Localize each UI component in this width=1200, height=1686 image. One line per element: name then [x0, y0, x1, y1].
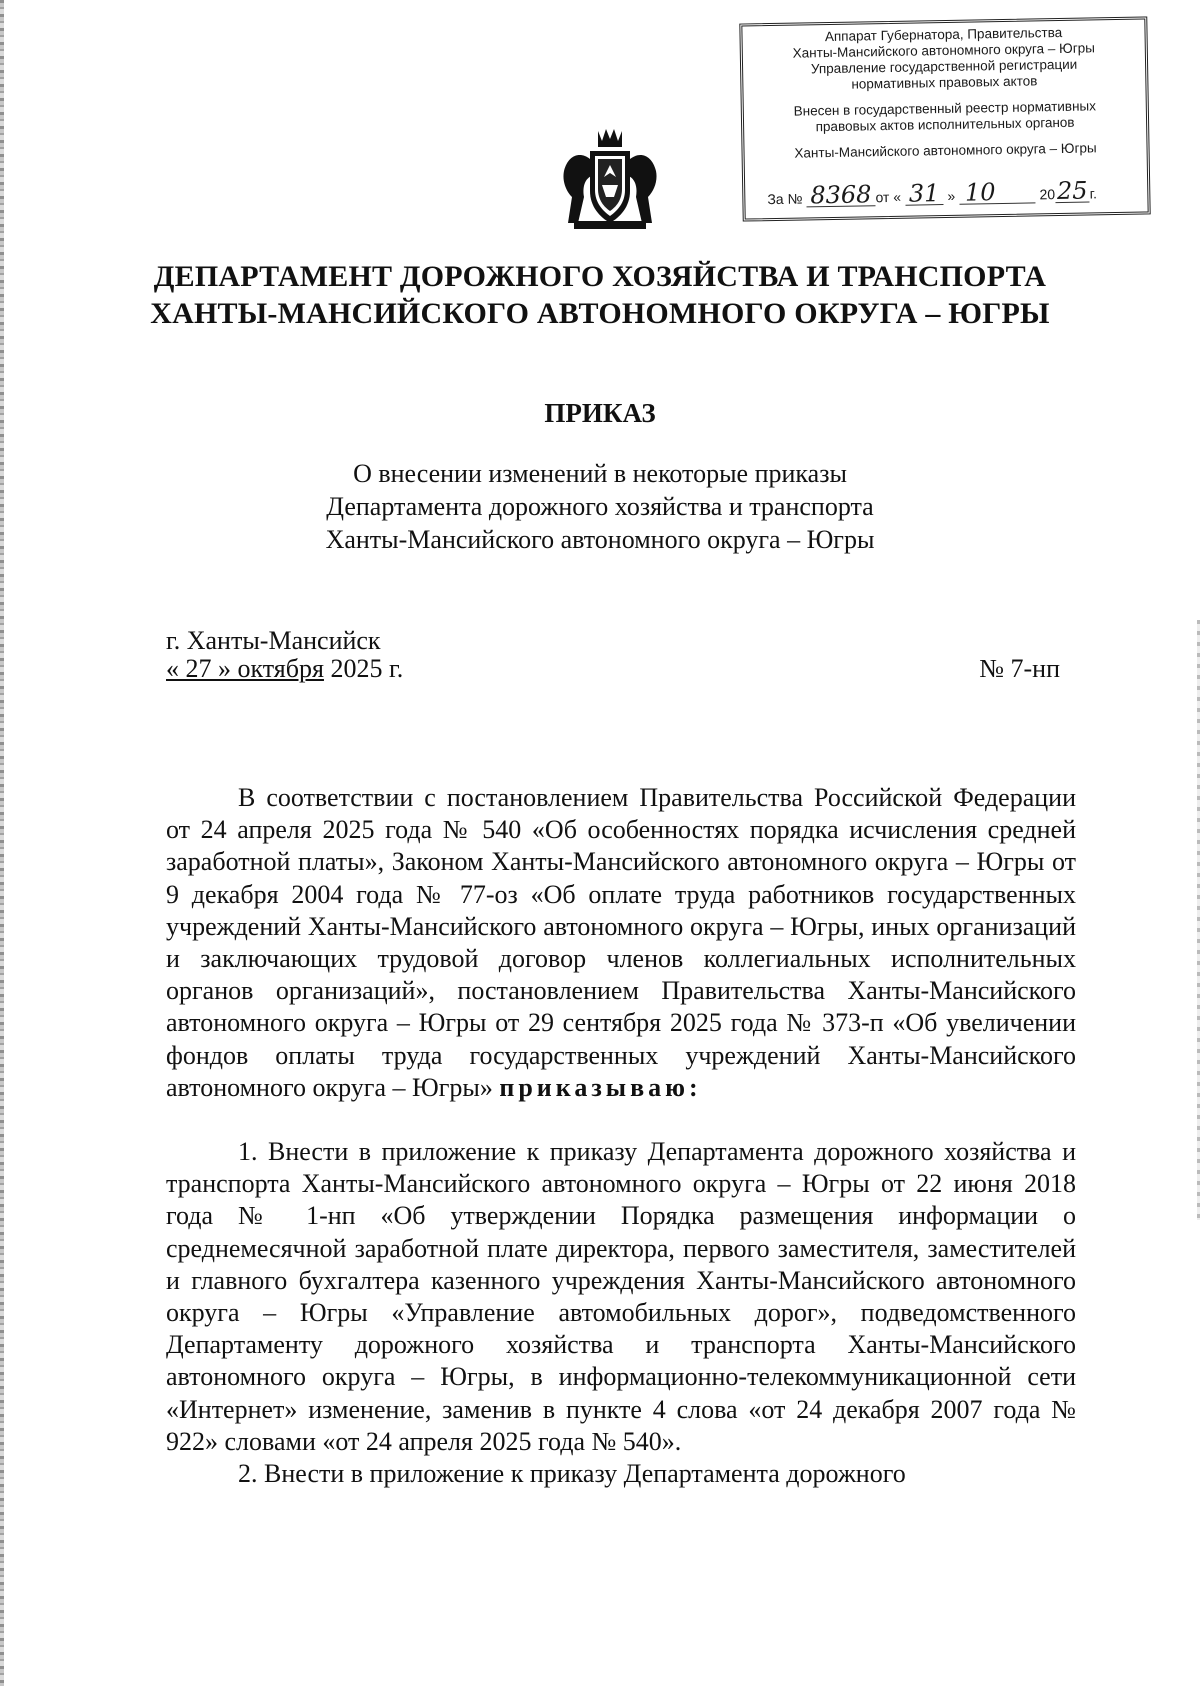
stamp-registration-line	[767, 176, 1139, 210]
organization-title	[0, 258, 1200, 332]
preamble-text: В соответствии с постановлением Правительства Российской Федерации от 24 апреля 2025 года № 540 «Об особенностях порядка исчисления средней заработной платы», Законом Ханты-Мансийского автономного округа – Югры от 9 декабря 2004 года № 77-оз «Об оплате труда работников государственных учреждений Ханты-Мансийского автономного округа – Югры, иных организаций и заключающих трудовой договор членов коллегиальных исполнительных органов организаций», постановлением Правительства Ханты-Мансийского автономного округа – Югры от 29 сентября 2025 года № 373-п «Об увеличении фондов оплаты труда государственных учреждений Ханты-Мансийского автономного округа – Югры»	[166, 783, 1076, 1102]
coat-of-arms-icon	[560, 125, 660, 231]
stamp-line: правовых актов исполнительных органов	[815, 114, 1075, 135]
stamp-reg-day: 31	[905, 182, 944, 206]
registration-stamp	[739, 16, 1150, 221]
document-type: ПРИКАЗ	[544, 398, 656, 428]
org-line-2: ХАНТЫ-МАНСИЙСКОГО АВТОНОМНОГО ОКРУГА – ЮГРЫ	[150, 297, 1050, 330]
paragraph-item-1: 1. Внести в приложение к приказу Департамента дорожного хозяйства и транспорта Ханты-Мансийского автономного округа – Югры от 22 июня 2018 года № 1-нп «Об утверждении Порядка размещения информации о среднемесячной заработной плате директора, первого заместителя, заместителей и главного бухгалтера казенного учреждения Ханты-Мансийского автономного округа – Югры «Управление автомобильных дорог», подведомственного Департаменту дорожного хозяйства и транспорта Ханты-Мансийского автономного округа – Югры, в информационно-телекоммуникационной сети «Интернет» изменение, заменив в пункте 4 слова «от 24 декабря 2007 года № 922» словами «от 24 апреля 2025 года № 540».	[166, 1137, 1076, 1456]
subject-line-2: Департамента дорожного хозяйства и транспорта	[326, 492, 874, 521]
date-open-quote: «	[166, 654, 179, 683]
stamp-reg-year: 25	[1056, 176, 1088, 206]
stamp-reg-month: 10	[959, 180, 1036, 204]
document-subject	[0, 457, 1200, 556]
stamp-line: Аппарат Губернатора, Правительства	[824, 24, 1063, 45]
subject-line-1: О внесении изменений в некоторые приказы	[353, 459, 847, 488]
stamp-year-prefix: 20	[1039, 186, 1056, 203]
preamble-paragraph	[166, 782, 1076, 1104]
document-body	[166, 782, 1076, 1490]
stamp-line: Ханты-Мансийского автономного округа – Югры	[794, 140, 1097, 161]
paragraph-item-2: 2. Внести в приложение к приказу Департамента дорожного	[238, 1459, 906, 1489]
document-number: № 7-нп	[979, 654, 1060, 683]
stamp-reg-prefix: За №	[767, 190, 803, 208]
date-close-quote: »	[218, 654, 231, 683]
date-day: 27	[179, 654, 218, 683]
stamp-reg-number: 8368	[806, 183, 875, 207]
document-date	[166, 654, 403, 684]
command-word: приказываю:	[499, 1072, 702, 1102]
stamp-line: Внесен в государственный реестр нормативных	[793, 98, 1097, 119]
stamp-day-close: »	[947, 187, 956, 204]
stamp-from-label: от «	[875, 188, 902, 206]
stamp-line: нормативных правовых актов	[851, 73, 1038, 92]
org-line-1: ДЕПАРТАМЕНТ ДОРОЖНОГО ХОЗЯЙСТВА И ТРАНСПОРТА	[153, 260, 1047, 293]
date-year: 2025 г.	[323, 654, 404, 683]
stamp-year-suffix: г.	[1089, 185, 1098, 202]
scan-edge-left	[0, 0, 4, 1686]
city-name: г. Ханты-Мансийск	[166, 626, 381, 655]
subject-line-3: Ханты-Мансийского автономного округа – Югры	[325, 525, 875, 554]
date-month: октября	[231, 654, 324, 683]
stamp-line: Управление государственной регистрации	[810, 56, 1078, 77]
stamp-line: Ханты-Мансийского автономного округа – Югры	[792, 40, 1096, 61]
